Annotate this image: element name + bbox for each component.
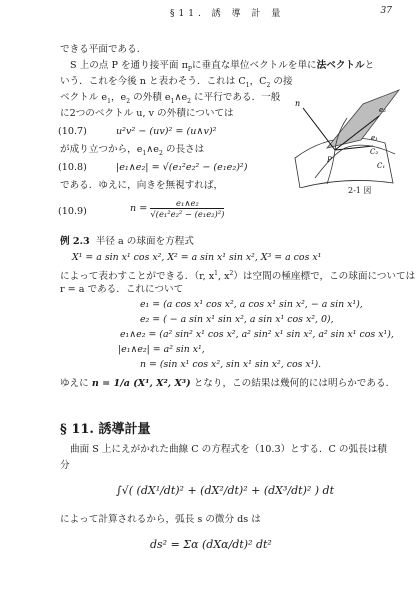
cross-product-equation: e₁∧e₂ = (a² sin² x¹ cos x², a² sin² x¹ sin x², a² sin x¹ cos x¹), bbox=[120, 329, 394, 340]
magnitude-equation: |e₁∧e₂| = a² sin x¹, bbox=[118, 344, 205, 355]
text-line-6: が成り立つから，$e_1\wedge e_2$ の長さは bbox=[60, 144, 205, 157]
eq-10-8-number: (10.8) bbox=[58, 162, 87, 173]
section-heading: § 11. 誘導計量 bbox=[60, 422, 151, 437]
sphere-equations: X¹ = a sin x¹ cos x², X² = a sin x¹ sin x², X³ = a cos x¹ bbox=[72, 252, 322, 263]
text-line-4: ベクトル $e_1$，$e_2$ の外積 $e_1\wedge e_2$ に平行である．一般 bbox=[60, 92, 281, 105]
eq-10-7-number: (10.7) bbox=[58, 126, 87, 137]
figure-caption: 2-1 図 bbox=[348, 186, 372, 195]
text-line-7: である．ゆえに，向きを無視すれば， bbox=[60, 180, 224, 191]
label-e1: e₁ bbox=[371, 134, 378, 142]
e2-equation: e₂ = ( − a sin x¹ sin x², a sin x¹ cos x², 0), bbox=[140, 314, 334, 325]
running-header bbox=[60, 6, 392, 20]
e1-equation: e₁ = (a cos x¹ cos x², a cos x¹ sin x², − a sin x¹), bbox=[140, 299, 363, 310]
text-line-12: 分 bbox=[60, 460, 70, 471]
figure-2-1 bbox=[275, 88, 405, 188]
text-line-3: いう．これを今後 n と表わそう．これは $C_1$，$C_2$ の接 bbox=[60, 76, 293, 89]
label-c1: C₁ bbox=[377, 162, 386, 170]
label-p: P bbox=[327, 156, 332, 164]
label-e2: e₂ bbox=[379, 106, 386, 114]
label-c2: C₂ bbox=[370, 148, 379, 156]
text-line-5: に2つのベクトル u, v の外積については bbox=[60, 108, 234, 119]
text-line-9: r = a である．これについて bbox=[60, 284, 184, 295]
tangent-plane bbox=[327, 90, 399, 148]
text-line-8: によって表わすことができる．（r, $x^1$, $x^2$）は空間の極座標で，この球面については bbox=[60, 270, 416, 283]
page-number: 37 bbox=[380, 6, 392, 16]
eq-10-7: u²v² − (uv)² = (u∧v)² bbox=[116, 126, 217, 137]
eq-10-9-number: (10.9) bbox=[58, 206, 87, 217]
arc-length-integral: ∫√( (dX¹/dt)² + (dX²/dt)² + (dX³/dt)² ) dt bbox=[116, 484, 335, 497]
example-header: 例 2.3 半径 a の球面を方程式 bbox=[60, 236, 194, 247]
eq-10-9: n = $\frac{\text{e₁∧e₂}}{\text{√(e₁²e₂² − (e₁e₂)²)}}$ bbox=[130, 198, 225, 219]
text-line-2: S 上の点 P を通り接平面 $\pi_P$に垂直な単位ベクトルを単に法ベクトルと bbox=[70, 60, 375, 73]
e1-vector bbox=[335, 146, 373, 150]
line-element-equation: ds² = Σα (dXα/dt)² dt² bbox=[150, 538, 272, 551]
eq-10-8: |e₁∧e₂| = √(e₁²e₂² − (e₁e₂)²) bbox=[116, 162, 248, 173]
text-line-10: ゆえに n = 1/a (X¹, X², X³) となり，この結果は幾何的には明らかである． bbox=[60, 378, 396, 389]
text-line-1: できる平面である． bbox=[60, 44, 147, 55]
label-n: n bbox=[295, 99, 301, 108]
normal-equation: n = (sin x¹ cos x², sin x¹ sin x², cos x¹). bbox=[140, 359, 322, 370]
normal-vector bbox=[303, 108, 335, 150]
text-line-13: によって計算されるから，弧長 s の微分 ds は bbox=[60, 514, 261, 525]
text-line-11: 曲面 S 上にえがかれた曲線 C の方程式を（10.3）とする．C の弧長は積 bbox=[70, 444, 387, 455]
header-section-title: §11. 誘 導 計 量 bbox=[170, 9, 285, 19]
